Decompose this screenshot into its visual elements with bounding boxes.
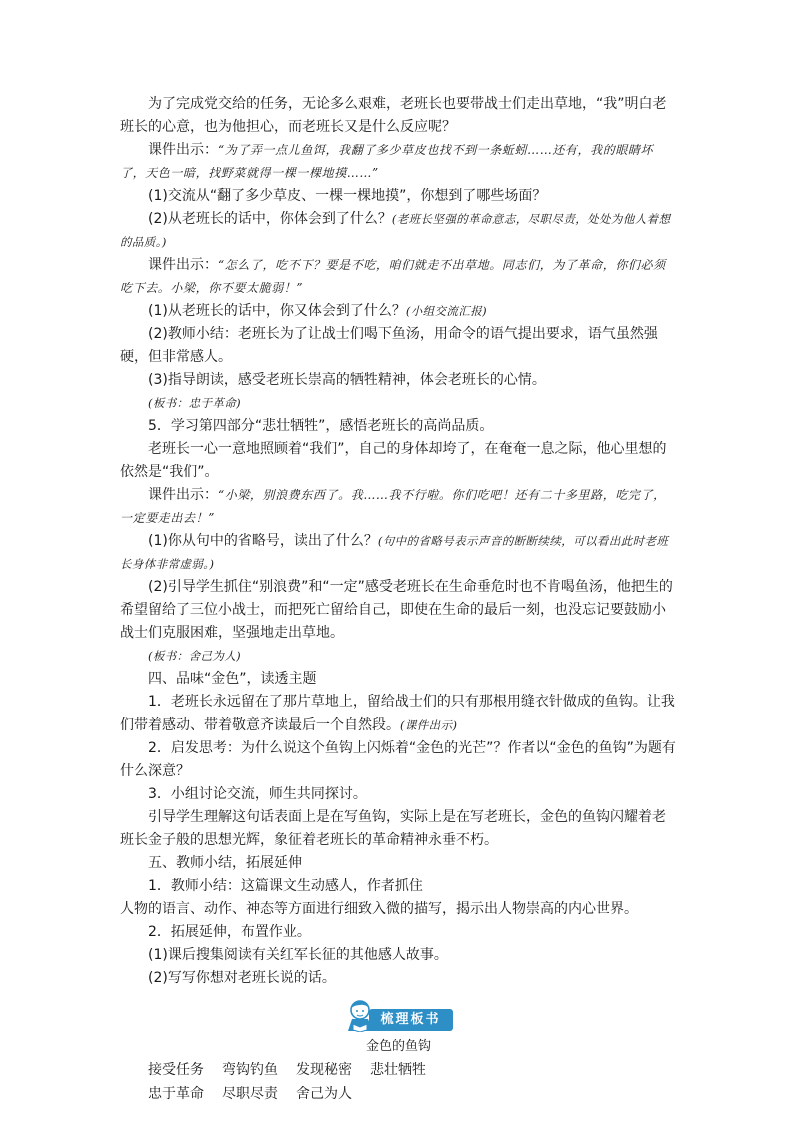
board-item: 发现秘密 — [296, 1062, 352, 1078]
paragraph: 为了完成党交给的任务，无论多么艰难，老班长也要带战士们走出草地，“我”明白老班长的心意，也为他担心，而老班长又是什么反应呢？ — [120, 96, 667, 135]
board-item: 弯钩钓鱼 — [222, 1062, 278, 1078]
quote-text: “怎么了，吃不下？要是不吃，咱们就走不出草地。同志们，为了革命，你们必须吃下去。小梁，你不要太脆弱！” — [120, 258, 666, 295]
board-note: (板书：忠于革命) — [148, 396, 242, 410]
paragraph: 1．教师小结：这篇课文生动感人，作者抓住 — [148, 878, 423, 894]
courseware-label: 课件出示： — [148, 257, 218, 273]
quote-text: “为了弄一点儿鱼饵，我翻了多少草皮也找不到一条蚯蚓……还有，我的眼睛坏了，天色一暗，找野菜就得一棵一棵地摸……” — [120, 143, 654, 180]
board-item: 忠于革命 — [148, 1086, 204, 1102]
paragraph: (2)引导学生抓住“别浪费”和“一定”感受老班长在生命垂危时也不肯喝鱼汤，他把生的希望留给了三位小战士，而把死亡留给自己，即使在生命的最后一刻，也没忘记要鼓励小战士们克服困难，坚强地走出草地。 — [120, 579, 673, 641]
paragraph — [120, 530, 677, 576]
board-badge — [345, 998, 453, 1032]
paragraph: 2．启发思考：为什么说这个鱼钩上闪烁着“金色的光芒”？作者以“金色的鱼钩”为题有什么深意？ — [120, 740, 676, 779]
paragraph: 引导学生理解这句话表面上是在写鱼钩，实际上是在写老班长，金色的鱼钩闪耀着老班长金子般的思想光辉，象征着老班长的革命精神永垂不朽。 — [120, 809, 666, 848]
courseware-label: 课件出示： — [148, 487, 218, 503]
section-heading: 四、品味“金色”，读透主题 — [148, 671, 317, 687]
paragraph: 人物的语言、动作、神态等方面进行细致入微的描写，揭示出人物崇高的内心世界。 — [120, 901, 638, 917]
board-row-1 — [120, 1058, 677, 1082]
question-text: (2)从老班长的话中，你体会到了什么？ — [148, 211, 392, 227]
answer-note: (老班长坚强的革命意志，尽职尽责，处处为他人着想的品质。) — [120, 212, 671, 249]
courseware-quote — [120, 484, 677, 530]
question-text: (1)从老班长的话中，你又体会到了什么？ — [148, 303, 406, 319]
question-text: (1)你从句中的省略号，读出了什么？ — [148, 533, 378, 549]
paragraph: (1)交流从“翻了多少草皮、一棵一棵地摸”，你想到了哪些场面？ — [148, 188, 547, 204]
board-item: 接受任务 — [148, 1062, 204, 1078]
courseware-quote — [120, 254, 677, 300]
paragraph: (3)指导朗读，感受老班长崇高的牺牲精神，体会老班长的心情。 — [148, 372, 546, 388]
paragraph: (2)教师小结：老班长为了让战士们喝下鱼汤，用命令的语气提出要求，语气虽然强硬，但非常感人。 — [120, 326, 658, 365]
answer-note: (句中的省略号表示声音的断断续续，可以看出此时老班长身体非常虚弱。) — [120, 534, 669, 571]
board-item: 尽职尽责 — [222, 1086, 278, 1102]
courseware-label: 课件出示： — [148, 142, 218, 158]
paragraph: (1)课后搜集阅读有关红军长征的其他感人故事。 — [148, 947, 448, 963]
paragraph: 5．学习第四部分“悲壮牺牲”，感悟老班长的高尚品质。 — [148, 418, 494, 434]
board-note: (板书：舍己为人) — [148, 649, 242, 663]
board-item: 舍己为人 — [296, 1086, 352, 1102]
paragraph: 老班长一心一意地照顾着“我们”，自己的身体却垮了，在奄奄一息之际，他心里想的依然是“我们”。 — [120, 441, 667, 480]
paragraph-text: 1．老班长永远留在了那片草地上，留给战士们的只有那根用缝衣针做成的鱼钩。让我们带着感动、带着敬意齐读最后一个自然段。 — [120, 694, 675, 733]
paragraph: (2)写写你想对老班长说的话。 — [148, 970, 336, 986]
paragraph — [120, 691, 677, 737]
paragraph — [120, 208, 677, 254]
board-badge-wrap — [120, 998, 677, 1032]
board-row-2 — [120, 1082, 677, 1106]
answer-note: (小组交流汇报) — [405, 304, 488, 318]
board-title: 金色的鱼钩 — [365, 1039, 431, 1054]
quote-text: “小梁，别浪费东西了。我……我不行啦。你们吃吧！还有二十多里路，吃完了，一定要走出去！” — [120, 488, 666, 525]
courseware-quote — [120, 139, 677, 185]
board-badge-label: 梳理板书 — [369, 1009, 453, 1031]
answer-note: (课件出示) — [400, 718, 458, 732]
board-item: 悲壮牺牲 — [370, 1062, 426, 1078]
student-reading-icon — [345, 998, 379, 1032]
lesson-content — [120, 93, 677, 1106]
paragraph: 3．小组讨论交流，师生共同探讨。 — [148, 786, 367, 802]
paragraph: 2．拓展延伸，布置作业。 — [148, 924, 311, 940]
section-heading: 五、教师小结，拓展延伸 — [148, 855, 302, 871]
paragraph — [120, 300, 677, 323]
